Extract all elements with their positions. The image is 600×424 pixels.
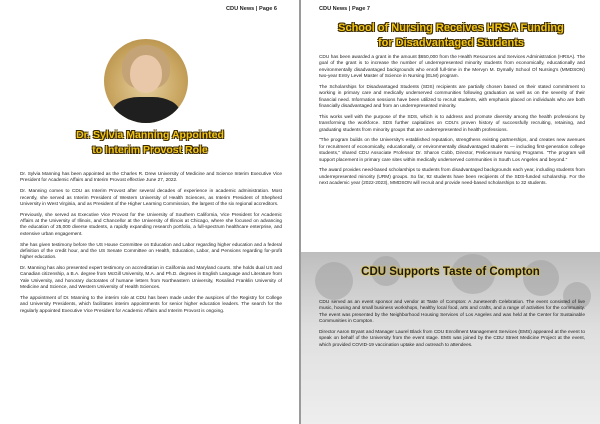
running-head-left: CDU News | Page 6 — [226, 6, 277, 12]
article-paragraph: Director Aaron Bryant and Manager Laurel Black from CDU Enrollment Management Services (EMS) appeared at the event to speak on behalf of the University from the event stage. EMS was joined by the CDU Street Medicine Project at the event, which provided COVID-19 vaccination uptake and outreach to attendees. — [319, 329, 585, 348]
page-left — [0, 0, 299, 424]
compton-article-body — [319, 300, 585, 353]
nursing-article-body — [319, 55, 585, 192]
portrait-body — [112, 97, 180, 123]
article-paragraph: Dr. Manning has also presented expert testimony on accreditation in California and Maryland courts. She holds dual US and Canadian citizenship, a B.A. degree from McGill University, M.A. and Ph.D. degrees in English Language and Literature from Yale University, and honorary doctorates of humane letters from Northeastern University, Rosalind Franklin University of Medicine and Science, and Western University of Health Sciences. — [20, 266, 282, 291]
nursing-article-title — [311, 21, 591, 51]
article-paragraph: She has given testimony before the US House Committee on Education and Labor regarding higher education and a federal definition of the credit hour, and the US Senate Committee on Health, Education, Labor, and Pensions regarding for-profit higher education. — [20, 242, 282, 261]
article-paragraph: CDU served as an event sponsor and vendor at Taste of Compton: A Juneteenth Celebration. The event consisted of live music, housing and small business workshops, healthy local food, arts and crafts, and a range of activities for the community. The event was presented by the Neighborhood Housing Services of Los Angeles and was held at the Center for Sustainable Communities in Compton. — [319, 300, 585, 325]
running-head-right: CDU News | Page 7 — [319, 6, 370, 12]
article-paragraph: Dr. Sylvia Manning has been appointed as the Charles R. Drew University of Medicine and Science Interim Executive Vice President for Academic Affairs and Interim Provost effective June 27, 2022. — [20, 172, 282, 184]
compton-article-title: CDU Supports Taste of Compton — [361, 266, 540, 278]
article-paragraph: The appointment of Dr. Manning to the interim role at CDU has been made under the auspices of the Registry for College and University Presidents, which facilitates interim appointments for senior higher education leaders. The search for the regularly appointed Executive Vice President for Academic Affairs and Interim Provost is ongoing. — [20, 295, 282, 314]
nursing-title-line-1: School of Nursing Receives HRSA Funding — [338, 22, 564, 34]
article-paragraph: "The program builds on the University's established reputation, strengthens existing partnerships, and creates new avenues for recruitment of economically, educationally, or environmentally disadvantaged students — including first-generation college students," shared CDU Associate Professor Dr. Sharon Cobb, Director, Prelicensure Nursing Programs. "The program will support placement in primary care sites within medically underserved communities in South Los Angeles and beyond." — [319, 138, 585, 163]
manning-article-body — [20, 172, 282, 320]
article-paragraph: This works well with the purpose of the SDS, which is to address and promote diversity among the health professions by transforming the workforce. SDS further capitalizes on CDU's proven history of successfully recruiting, retaining, and graduating students from minority groups that are underrepresented in health professions. — [319, 114, 585, 133]
portrait-face — [130, 55, 162, 93]
article-paragraph: Dr. Manning comes to CDU as Interim Provost after several decades of experience in academic administration. Most recently, she served as Interim President of Western University of Health Sciences, as Interim President of Shepherd University in West Virginia, and as President of the Higher Learning Commission, the largest of the six regional accreditors. — [20, 189, 282, 207]
manning-title-line-2: to Interim Provost Role — [92, 144, 208, 156]
manning-title-line-1: Dr. Sylvia Manning Appointed — [76, 129, 224, 141]
article-paragraph: The award provides need-based scholarships to students from disadvantaged backgrounds each year, including students from underrepresented minority (URM) groups. So far, 92 students have been recipients of the SDS-funded scholarship. For the next academic year (2022-2023), MMDSON will recruit and provide need-based scholarships to 32 students. — [319, 168, 585, 187]
manning-article-title — [40, 128, 260, 158]
article-paragraph: The Scholarships for Disadvantaged Students (SDS) recipients are partially chosen based on their stated commitment to working in primary care and medically underserved communities following graduation as well as on the severity of their financial need. Information sessions have been utilized to recruit students, with emphasis placed on individuals who are both financially disadvantaged and from an underrepresented minority. — [319, 84, 585, 110]
compton-photo-section — [301, 252, 600, 424]
page-right — [301, 0, 600, 424]
portrait-photo — [104, 39, 188, 123]
nursing-title-line-2: for Disadvantaged Students — [377, 37, 525, 49]
article-paragraph: CDU has been awarded a grant in the amount $650,000 from the Health Resources and Services Administration (HRSA). The goal of the grant is to increase the number of underrepresented minority students from economically, educationally and environmentally disadvantaged backgrounds who enroll full-time in the Mervyn M. Dymally School Of Nursing's (MMDSON) two-year Entry Level Master of Science in Nursing (ELM) program. — [319, 55, 585, 80]
article-paragraph: Previously, she served as Executive Vice Provost for the University of Southern California, Vice President for Academic Affairs at the University of Illinois, and Chancellor at the University of Illinois at Chicago, where she focused on advancing the education of 25,000 diverse students, a rapidly expanding research portfolio, a full-spectrum healthcare enterprise, and extensive urban engagement. — [20, 212, 282, 237]
